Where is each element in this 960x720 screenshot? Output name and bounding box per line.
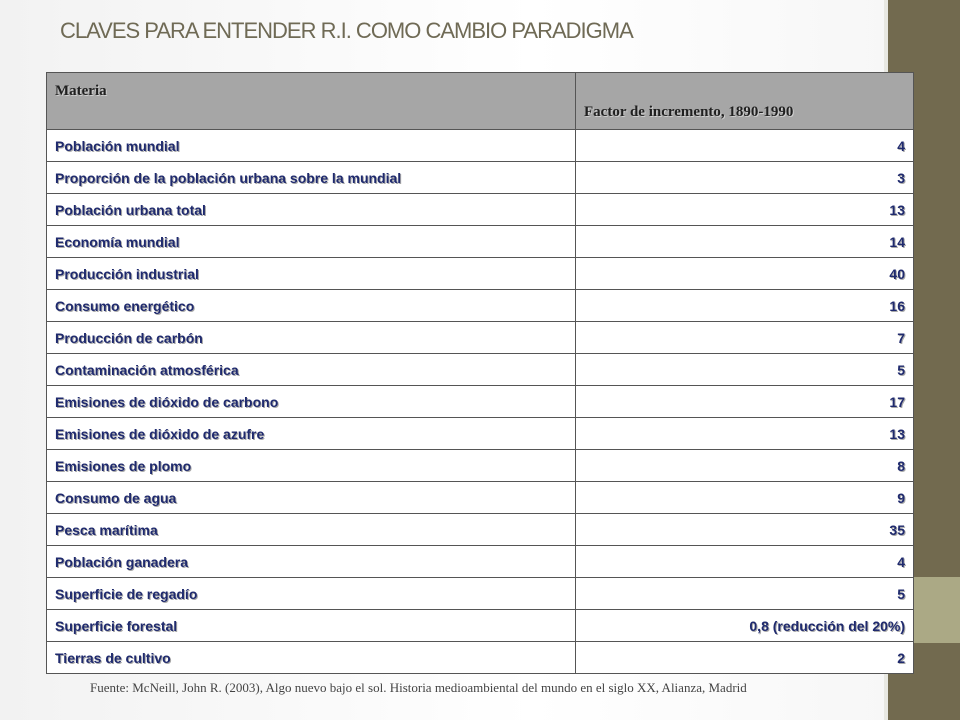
table-row (47, 194, 914, 226)
table-row (47, 290, 914, 322)
row-label: Emisiones de dióxido de azufre (47, 418, 576, 450)
row-label: Emisiones de plomo (47, 450, 576, 482)
row-label: Tierras de cultivo (47, 642, 576, 674)
data-table (46, 72, 914, 674)
row-value: 5 (576, 354, 914, 386)
row-label: Emisiones de dióxido de carbono (47, 386, 576, 418)
row-label: Población mundial (47, 130, 576, 162)
row-value: 13 (576, 418, 914, 450)
table-body (47, 130, 914, 674)
row-label: Consumo energético (47, 290, 576, 322)
table-row (47, 482, 914, 514)
row-label: Proporción de la población urbana sobre la mundial (47, 162, 576, 194)
table-row (47, 322, 914, 354)
header-materia: Materia (47, 73, 576, 130)
row-value: 4 (576, 130, 914, 162)
table-row (47, 578, 914, 610)
row-value: 7 (576, 322, 914, 354)
row-value: 13 (576, 194, 914, 226)
source-citation: Fuente: McNeill, John R. (2003), Algo nuevo bajo el sol. Historia medioambiental del mundo en el siglo XX, Alianza, Madrid (90, 680, 747, 695)
table-row (47, 514, 914, 546)
row-value: 9 (576, 482, 914, 514)
table-row (47, 546, 914, 578)
table-row (47, 226, 914, 258)
table-row (47, 642, 914, 674)
row-value: 8 (576, 450, 914, 482)
table-header-row (47, 73, 914, 130)
table-row (47, 386, 914, 418)
row-value: 16 (576, 290, 914, 322)
row-label: Producción de carbón (47, 322, 576, 354)
row-value: 14 (576, 226, 914, 258)
table-row (47, 162, 914, 194)
row-label: Consumo de agua (47, 482, 576, 514)
row-label: Contaminación atmosférica (47, 354, 576, 386)
row-label: Producción industrial (47, 258, 576, 290)
row-value: 35 (576, 514, 914, 546)
row-value: 0,8 (reducción del 20%) (576, 610, 914, 642)
header-factor: Factor de incremento, 1890-1990 (576, 73, 914, 130)
table-row (47, 418, 914, 450)
table-row (47, 450, 914, 482)
table-row (47, 258, 914, 290)
row-label: Economía mundial (47, 226, 576, 258)
table-row (47, 354, 914, 386)
table-row (47, 610, 914, 642)
row-label: Población ganadera (47, 546, 576, 578)
row-value: 17 (576, 386, 914, 418)
row-label: Pesca marítima (47, 514, 576, 546)
row-label: Superficie forestal (47, 610, 576, 642)
row-value: 5 (576, 578, 914, 610)
row-label: Población urbana total (47, 194, 576, 226)
row-value: 3 (576, 162, 914, 194)
table-row (47, 130, 914, 162)
row-value: 4 (576, 546, 914, 578)
row-value: 40 (576, 258, 914, 290)
slide-title: CLAVES PARA ENTENDER R.I. COMO CAMBIO PARADIGMA (60, 18, 633, 43)
row-label: Superficie de regadío (47, 578, 576, 610)
row-value: 2 (576, 642, 914, 674)
